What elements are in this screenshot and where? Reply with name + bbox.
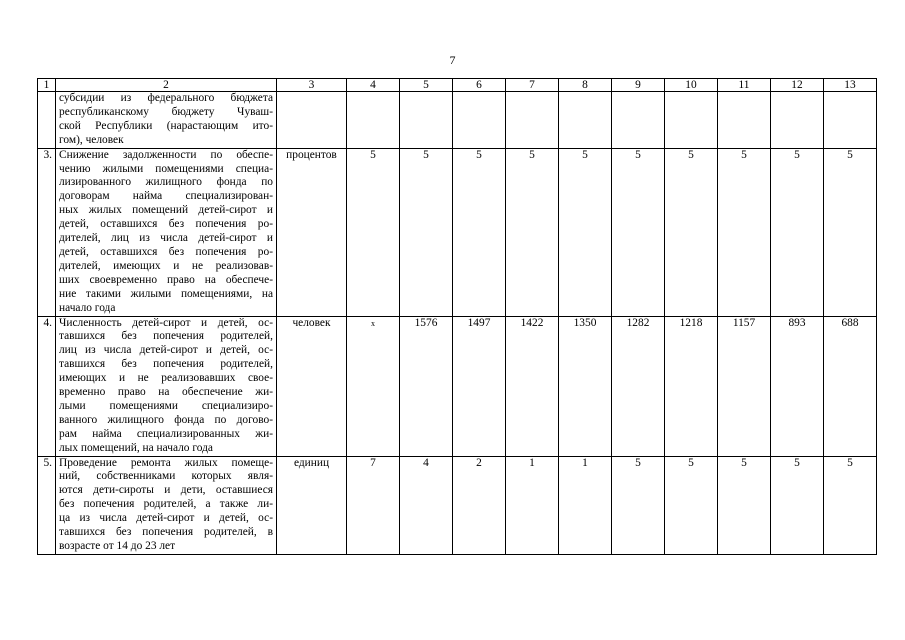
value-cell: 1157	[718, 316, 771, 456]
description-line: лых помещений, на начало года	[59, 441, 213, 454]
table-body	[38, 79, 877, 555]
description-line: ванного жилищного фонда по догово-	[59, 413, 273, 426]
column-header-1: 1	[38, 79, 56, 92]
column-header-5: 5	[400, 79, 453, 92]
description-line: детей, оставшихся без попечения ро-	[59, 218, 273, 231]
value-cell: 1282	[612, 316, 665, 456]
column-header-6: 6	[453, 79, 506, 92]
description-line: детей, оставшихся без попечения ро-	[59, 245, 273, 258]
column-header-12: 12	[771, 79, 824, 92]
value-cell: 5	[347, 148, 400, 316]
description-line: чению жилыми помещениями специа-	[59, 162, 273, 175]
value-cell: 5	[400, 148, 453, 316]
description-line: ются дети-сироты и дети, оставшиеся	[59, 484, 273, 497]
value-cell: 5	[612, 456, 665, 554]
value-cell: 5	[665, 148, 718, 316]
description-line: временно право на обеспечение жи-	[59, 386, 273, 399]
unit-of-measure: человек	[277, 316, 347, 456]
description-line: без попечения родителей, а также ли-	[59, 498, 273, 511]
value-cell: 1350	[559, 316, 612, 456]
data-table	[37, 78, 877, 555]
value-cell: 688	[824, 316, 877, 456]
column-header-9: 9	[612, 79, 665, 92]
description-line: республиканскому бюджету Чуваш-	[59, 105, 273, 118]
unit-of-measure: процентов	[277, 148, 347, 316]
value-cell	[612, 92, 665, 149]
description-line: Проведение ремонта жилых помеще-	[59, 456, 273, 469]
value-cell: 5	[824, 456, 877, 554]
value-cell	[771, 92, 824, 149]
table-row	[38, 148, 877, 316]
value-cell: 4	[400, 456, 453, 554]
value-cell	[824, 92, 877, 149]
row-number: 3.	[38, 148, 56, 316]
indicator-description	[56, 92, 277, 149]
description-line: договорам найма специализирован-	[59, 190, 273, 203]
column-header-11: 11	[718, 79, 771, 92]
column-header-8: 8	[559, 79, 612, 92]
column-header-7: 7	[506, 79, 559, 92]
value-cell: 1	[506, 456, 559, 554]
value-cell: 7	[347, 456, 400, 554]
column-header-2: 2	[56, 79, 277, 92]
value-cell	[347, 92, 400, 149]
value-cell: 1	[559, 456, 612, 554]
table-header-row	[38, 79, 877, 92]
description-line: тавшихся без попечения родителей,	[59, 358, 273, 371]
value-cell: x	[347, 316, 400, 456]
table-row	[38, 456, 877, 554]
value-cell: 1218	[665, 316, 718, 456]
description-line: тавшихся без попечения родителей, в	[59, 526, 273, 539]
description-line: ние такими жилыми помещениями, на	[59, 287, 273, 300]
row-number	[38, 92, 56, 149]
value-cell: 5	[453, 148, 506, 316]
column-header-10: 10	[665, 79, 718, 92]
value-cell: 1422	[506, 316, 559, 456]
value-cell	[506, 92, 559, 149]
value-cell	[400, 92, 453, 149]
description-line: лизированного жилищного фонда по	[59, 176, 273, 189]
description-line: рам найма специализированных жи-	[59, 427, 273, 440]
description-line: гом), человек	[59, 133, 124, 146]
value-cell: 1576	[400, 316, 453, 456]
value-cell: 5	[718, 456, 771, 554]
value-cell: 5	[612, 148, 665, 316]
description-line: ца из числа детей-сирот и детей, ос-	[59, 512, 273, 525]
description-line: ний, собственниками которых явля-	[59, 470, 273, 483]
description-line: тавшихся без попечения родителей,	[59, 330, 273, 343]
description-line: ших своевременно право на обеспече-	[59, 273, 273, 286]
table-row	[38, 92, 877, 149]
value-cell	[559, 92, 612, 149]
unit-of-measure	[277, 92, 347, 149]
row-number: 5.	[38, 456, 56, 554]
indicator-description	[56, 456, 277, 554]
column-header-4: 4	[347, 79, 400, 92]
description-line: лиц из числа детей-сирот и детей, ос-	[59, 344, 273, 357]
value-cell: 893	[771, 316, 824, 456]
description-line: ской Республики (нарастающим ито-	[59, 119, 273, 132]
description-line: Снижение задолженности по обеспе-	[59, 148, 273, 161]
table-row	[38, 316, 877, 456]
description-line: дителей, лиц из числа детей-сирот и	[59, 232, 273, 245]
value-cell: 5	[559, 148, 612, 316]
value-cell: 5	[665, 456, 718, 554]
column-header-13: 13	[824, 79, 877, 92]
unit-of-measure: единиц	[277, 456, 347, 554]
description-line: возрасте от 14 до 23 лет	[59, 540, 176, 552]
value-cell	[718, 92, 771, 149]
description-line: дителей, имеющих и не реализовав-	[59, 259, 273, 272]
indicator-description	[56, 148, 277, 316]
value-cell: 5	[771, 456, 824, 554]
value-cell: 5	[506, 148, 559, 316]
value-cell	[665, 92, 718, 149]
description-line: начало года	[59, 301, 116, 314]
description-line: Численность детей-сирот и детей, ос-	[59, 316, 273, 329]
value-cell: 5	[718, 148, 771, 316]
description-line: лыми помещениями специализиро-	[59, 399, 273, 412]
row-number: 4.	[38, 316, 56, 456]
value-cell: 2	[453, 456, 506, 554]
description-line: имеющих и не реализовавших свое-	[59, 372, 273, 385]
value-cell: 5	[771, 148, 824, 316]
column-header-3: 3	[277, 79, 347, 92]
page-number: 7	[449, 53, 456, 67]
value-cell	[453, 92, 506, 149]
value-cell: 1497	[453, 316, 506, 456]
value-cell: 5	[824, 148, 877, 316]
description-line: ных жилых помещений детей-сирот и	[59, 204, 273, 217]
description-line: субсидии из федерального бюджета	[59, 92, 273, 104]
indicator-description	[56, 316, 277, 456]
